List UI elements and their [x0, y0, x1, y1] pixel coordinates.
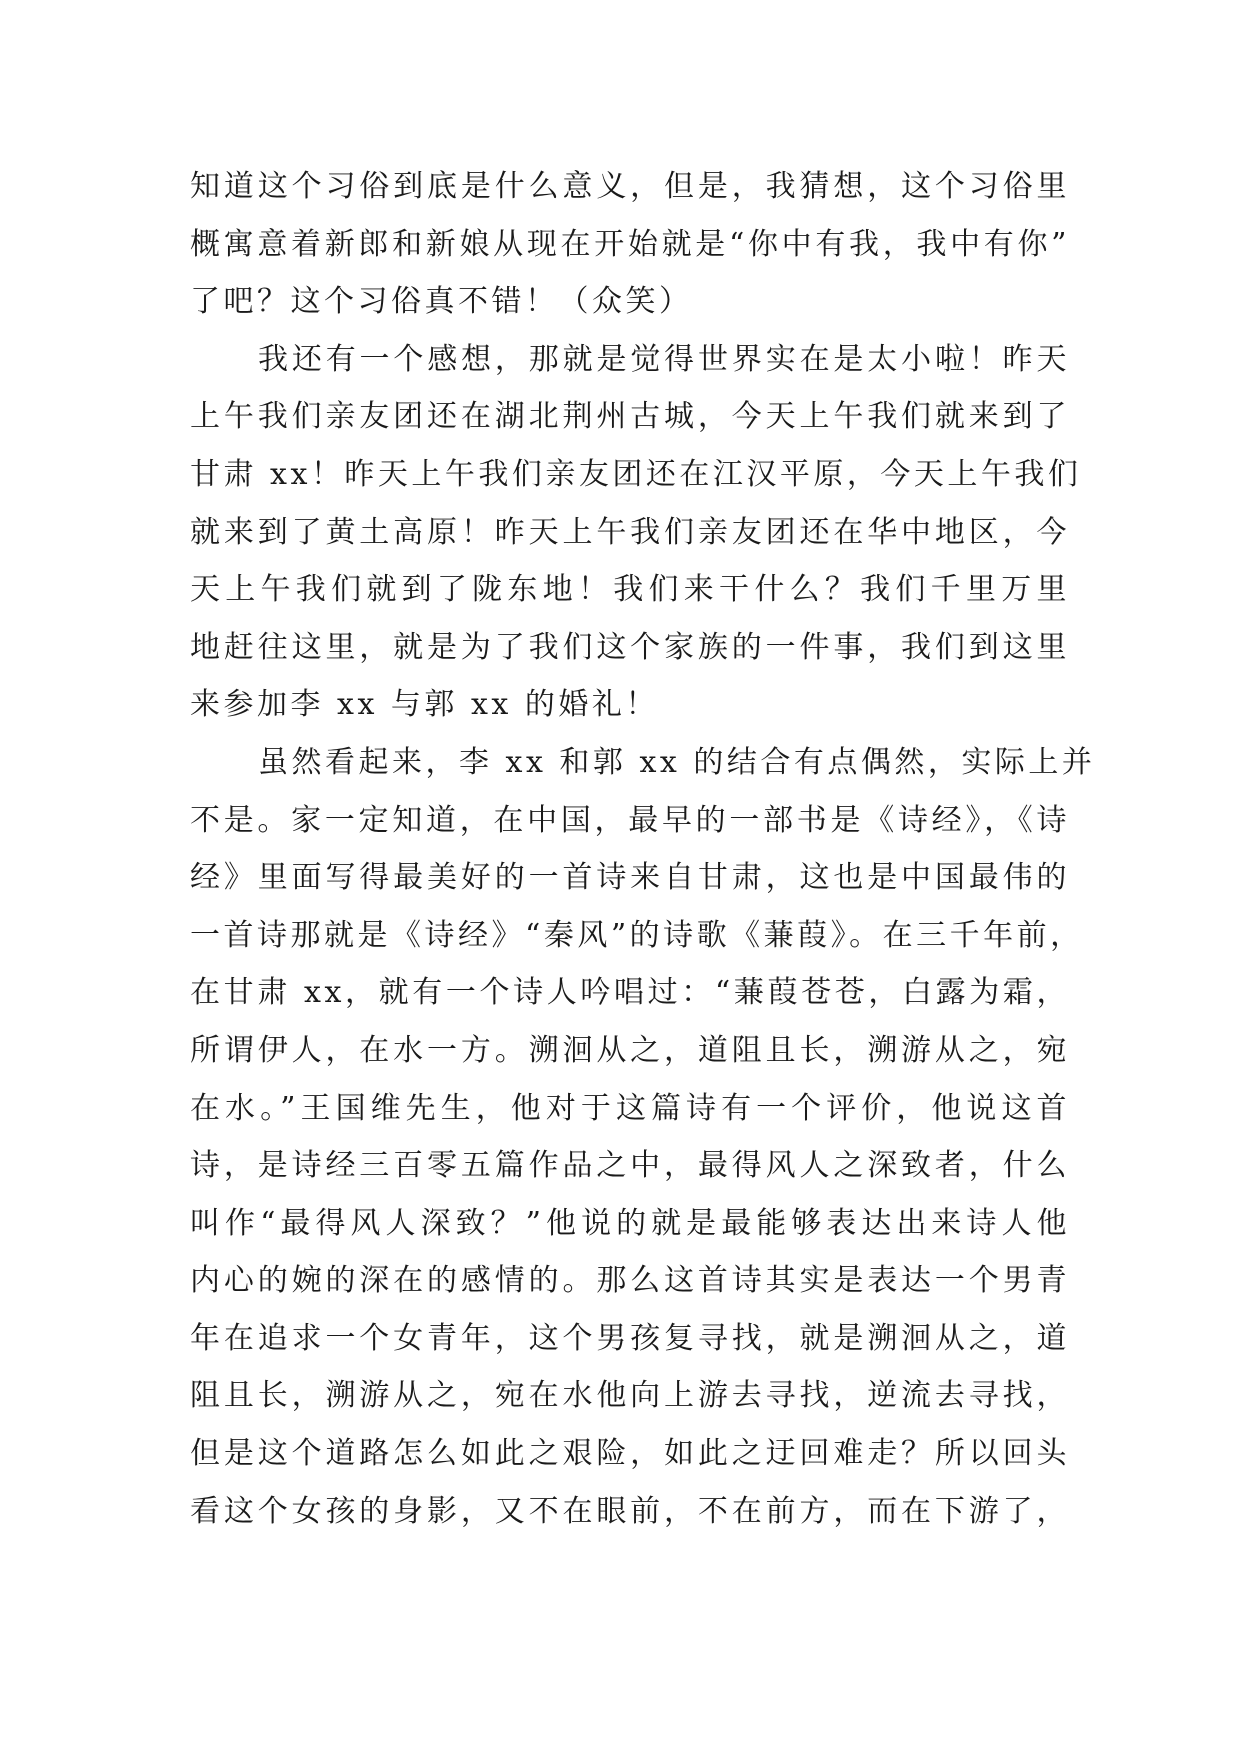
- text-line: 所谓伊人，在水一方。溯洄从之，道阻且长，溯游从之，宛: [190, 1032, 1070, 1068]
- text-line: 一首诗那就是《诗经》“秦风”的诗歌《蒹葭》。在三千年前，: [190, 917, 1084, 953]
- text-line: 诗，是诗经三百零五篇作品之中，最得风人之深致者，什么: [190, 1148, 1070, 1184]
- text-line: 我还有一个感想，那就是觉得世界实在是太小啦！昨天: [258, 341, 1070, 377]
- text-line: 天上午我们就到了陇东地！我们来干什么？我们千里万里: [190, 572, 1070, 608]
- text-line: 虽然看起来，李 xx 和郭 xx 的结合有点偶然，实际上并: [258, 744, 1096, 780]
- text-line: 地赶往这里，就是为了我们这个家族的一件事，我们到这里: [190, 629, 1070, 665]
- text-line: 但是这个道路怎么如此之艰险，如此之迂回难走？所以回头: [190, 1436, 1070, 1472]
- text-line: 内心的婉的深在的感情的。那么这首诗其实是表达一个男青: [190, 1263, 1070, 1299]
- text-line: 了吧？这个习俗真不错！（众笑）: [190, 284, 693, 320]
- text-line: 看这个女孩的身影，又不在眼前，不在前方，而在下游了，: [190, 1493, 1070, 1529]
- text-line: 就来到了黄土高原！昨天上午我们亲友团还在华中地区，今: [190, 514, 1070, 550]
- text-line: 上午我们亲友团还在湖北荆州古城，今天上午我们就来到了: [190, 399, 1070, 435]
- paragraph: [190, 734, 1096, 1540]
- text-line: 在甘肃 xx，就有一个诗人吟唱过：“蒹葭苍苍，白露为霜，: [190, 975, 1070, 1011]
- text-line: 甘肃 xx！昨天上午我们亲友团还在江汉平原，今天上午我们: [190, 456, 1082, 492]
- text-line: 知道这个习俗到底是什么意义，但是，我猜想，这个习俗里: [190, 169, 1070, 204]
- text-line: 不是。家一定知道，在中国，最早的一部书是《诗经》，《诗: [190, 802, 1070, 838]
- text-line: 概寓意着新郎和新娘从现在开始就是“你中有我，我中有你”: [190, 226, 1070, 262]
- paragraph: [190, 331, 1082, 734]
- text-line: 在水。”王国维先生，他对于这篇诗有一个评价，他说这首: [190, 1090, 1070, 1126]
- text-line: 来参加李 xx 与郭 xx 的婚礼！: [190, 687, 659, 723]
- text-line: 叫作“最得风人深致？”他说的就是最能够表达出来诗人他: [190, 1205, 1070, 1241]
- text-line: 阻且长，溯游从之，宛在水他向上游去寻找，逆流去寻找，: [190, 1378, 1070, 1414]
- text-line: 年在追求一个女青年，这个男孩复寻找，就是溯洄从之，道: [190, 1320, 1070, 1356]
- text-line: 经》里面写得最美好的一首诗来自甘肃，这也是中国最伟的: [190, 860, 1070, 896]
- body-text: [190, 158, 1096, 1540]
- paragraph: [190, 158, 1070, 331]
